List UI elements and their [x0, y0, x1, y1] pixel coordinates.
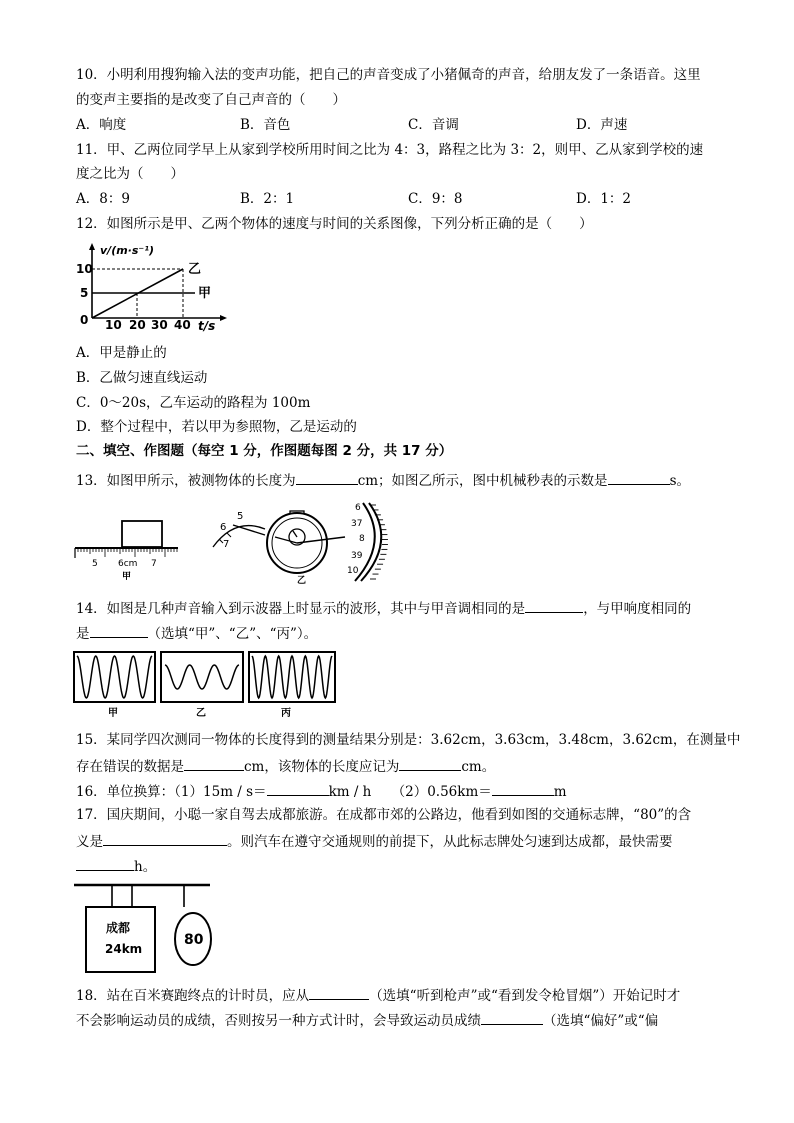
q14-blank-loudness[interactable] [90, 623, 148, 638]
waveform-caption-jia: 甲 [108, 708, 118, 719]
q18-blank-start[interactable] [309, 985, 369, 1000]
q18-stem-line2 [76, 1010, 658, 1030]
q14-stem-line1 [76, 598, 691, 618]
q16-text-a: 16．单位换算：（1）15m / s＝ [76, 784, 267, 800]
q12-stem: 12．如图所示是甲、乙两个物体的速度与时间的关系图像，下列分析正确的是（ ） [76, 216, 593, 232]
q14-blank-pitch[interactable] [525, 598, 583, 613]
q12-option-c: C．0～20s，乙车运动的路程为 100m [76, 395, 311, 411]
sign-city: 成都 [106, 921, 131, 935]
q12-option-a: A．甲是静止的 [76, 345, 167, 361]
q17-stem-line3 [76, 856, 156, 876]
waveform-box-yi [161, 652, 243, 702]
dial-label-6: 6 [220, 522, 227, 533]
stopwatch-figure [205, 497, 395, 585]
series-label-yi: 乙 [188, 262, 202, 277]
q11-option-d: D．1：2 [576, 191, 632, 207]
q14-text-c: 是 [76, 626, 90, 642]
q16-blank-2[interactable] [492, 781, 554, 796]
q15-stem-line1: 15．某同学四次测同一物体的长度得到的测量结果分别是：3.62cm，3.63cm，3.48cm，3.62cm，在测量中 [76, 732, 741, 748]
q17-stem-line2 [76, 831, 673, 851]
x-tick-10: 10 [105, 318, 122, 332]
scale-ticks [370, 505, 388, 579]
oscilloscope-waveforms [72, 650, 342, 720]
q15-blank-wrong[interactable] [184, 756, 244, 771]
q12-option-b: B．乙做匀速直线运动 [76, 370, 208, 386]
q15-text-a: 存在错误的数据是 [76, 759, 184, 775]
q15-text-c: cm。 [461, 759, 496, 775]
q10-option-b: B．音色 [240, 117, 291, 133]
traffic-sign-figure [72, 880, 217, 975]
q18-stem-line1 [76, 985, 680, 1005]
scale-label-37: 37 [351, 519, 363, 529]
q13-blank-length[interactable] [296, 470, 358, 485]
q11-stem-line2: 度之比为（ ） [76, 166, 184, 182]
sign-distance: 24km [105, 942, 143, 956]
y-axis-label: v/(m·s⁻¹) [100, 244, 155, 257]
ruler-figure [72, 515, 182, 585]
ruler-ticks [75, 548, 177, 557]
q14-text-b: ，与甲响度相同的 [583, 601, 692, 617]
q18-text-d: （选填“偏好”或“偏 [543, 1013, 659, 1029]
q16-text-b: km / h （2）0.56km＝ [328, 784, 492, 800]
q13-text-a: 13．如图甲所示，被测物体的长度为 [76, 473, 296, 489]
q11-option-a: A．8：9 [76, 191, 130, 207]
q17-text-b: 。则汽车在遵守交通规则的前提下，从此标志牌处匀速到达成都，最快需要 [227, 834, 673, 850]
scale-label-6: 6 [355, 503, 361, 513]
x-tick-20: 20 [129, 318, 146, 332]
q14-text-a: 14．如图是几种声音输入到示波器上时显示的波形，其中与甲音调相同的是 [76, 601, 526, 617]
sign-speed: 80 [184, 932, 204, 948]
q11-option-b: B．2：1 [240, 191, 295, 207]
fig-caption-yi: 乙 [297, 576, 307, 585]
q13-blank-stopwatch[interactable] [608, 470, 670, 485]
section-heading: 二、填空、作图题（每空 1 分，作图题每图 2 分，共 17 分） [76, 443, 453, 459]
q14-text-d: （选填“甲”、“乙”、“丙”）。 [147, 626, 318, 642]
q17-stem-line1: 17．国庆期间，小聪一家自驾去成都旅游。在成都市郊的公路边，他看到如图的交通标志牌，“80”的含 [76, 807, 692, 823]
q17-text-c: h。 [134, 859, 157, 875]
q11-option-c: C．9：8 [408, 191, 463, 207]
waveform-caption-yi: 乙 [196, 708, 206, 719]
q15-blank-result[interactable] [399, 756, 461, 771]
x-tick-30: 30 [151, 318, 168, 332]
q18-text-b: （选填“听到枪声”或“看到发令枪冒烟”）开始记时才 [369, 988, 681, 1004]
q18-text-c: 不会影响运动员的成绩，否则按另一种方式计时，会导致运动员成绩 [76, 1013, 481, 1029]
q10-stem-line2: 的变声主要指的是改变了自己声音的（ ） [76, 92, 346, 108]
distance-sign [86, 907, 155, 972]
x-tick-40: 40 [174, 318, 191, 332]
q10-stem-line1: 10．小明利用搜狗输入法的变声功能，把自己的声音变成了小猪佩奇的声音，给朋友发了一条语音。这里 [76, 67, 701, 83]
q12-option-d: D．整个过程中，若以甲为参照物，乙是运动的 [76, 419, 357, 435]
y-tick-10: 10 [76, 262, 93, 276]
q18-blank-result[interactable] [481, 1010, 543, 1025]
q14-stem-line2 [76, 623, 317, 643]
velocity-time-graph [70, 240, 230, 332]
q18-text-a: 18．站在百米赛跑终点的计时员，应从 [76, 988, 310, 1004]
ruler-label-6: 6cm [118, 559, 138, 569]
q17-blank-meaning[interactable] [103, 831, 227, 846]
q15-stem-line2 [76, 756, 495, 776]
q16-stem [76, 781, 567, 801]
q10-option-c: C．音调 [408, 117, 459, 133]
fig-caption-jia: 甲 [122, 572, 132, 582]
scale-label-10: 10 [347, 566, 359, 576]
y-tick-5: 5 [80, 286, 89, 300]
waveform-box-jia [74, 652, 155, 702]
q11-stem-line1: 11．甲、乙两位同学早上从家到学校所用时间之比为 4：3，路程之比为 3：2，则甲、乙从家到学校的速 [76, 142, 704, 158]
q16-text-c: m [553, 784, 567, 800]
q17-blank-time[interactable] [76, 856, 134, 871]
q13-text-b: cm；如图乙所示，图中机械秒表的示数是 [357, 473, 608, 489]
ruler-label-5: 5 [92, 559, 98, 569]
dial-label-7: 7 [223, 539, 230, 550]
measured-block [122, 521, 162, 547]
ruler-label-7: 7 [151, 559, 157, 569]
q15-text-b: cm，该物体的长度应记为 [244, 759, 400, 775]
q13-text-c: s。 [669, 473, 690, 489]
waveform-caption-bing: 丙 [281, 708, 291, 719]
scale-label-8: 8 [359, 534, 365, 544]
q17-text-a: 义是 [76, 834, 103, 850]
y-tick-0: 0 [80, 313, 89, 327]
q10-option-a: A．响度 [76, 117, 127, 133]
dial-label-5: 5 [237, 511, 244, 522]
x-axis-label: t/s [198, 319, 216, 332]
q10-option-d: D．声速 [576, 117, 628, 133]
q16-blank-1[interactable] [267, 781, 329, 796]
series-label-jia: 甲 [198, 286, 212, 301]
scale-label-39: 39 [351, 551, 363, 561]
q13-stem [76, 470, 690, 490]
